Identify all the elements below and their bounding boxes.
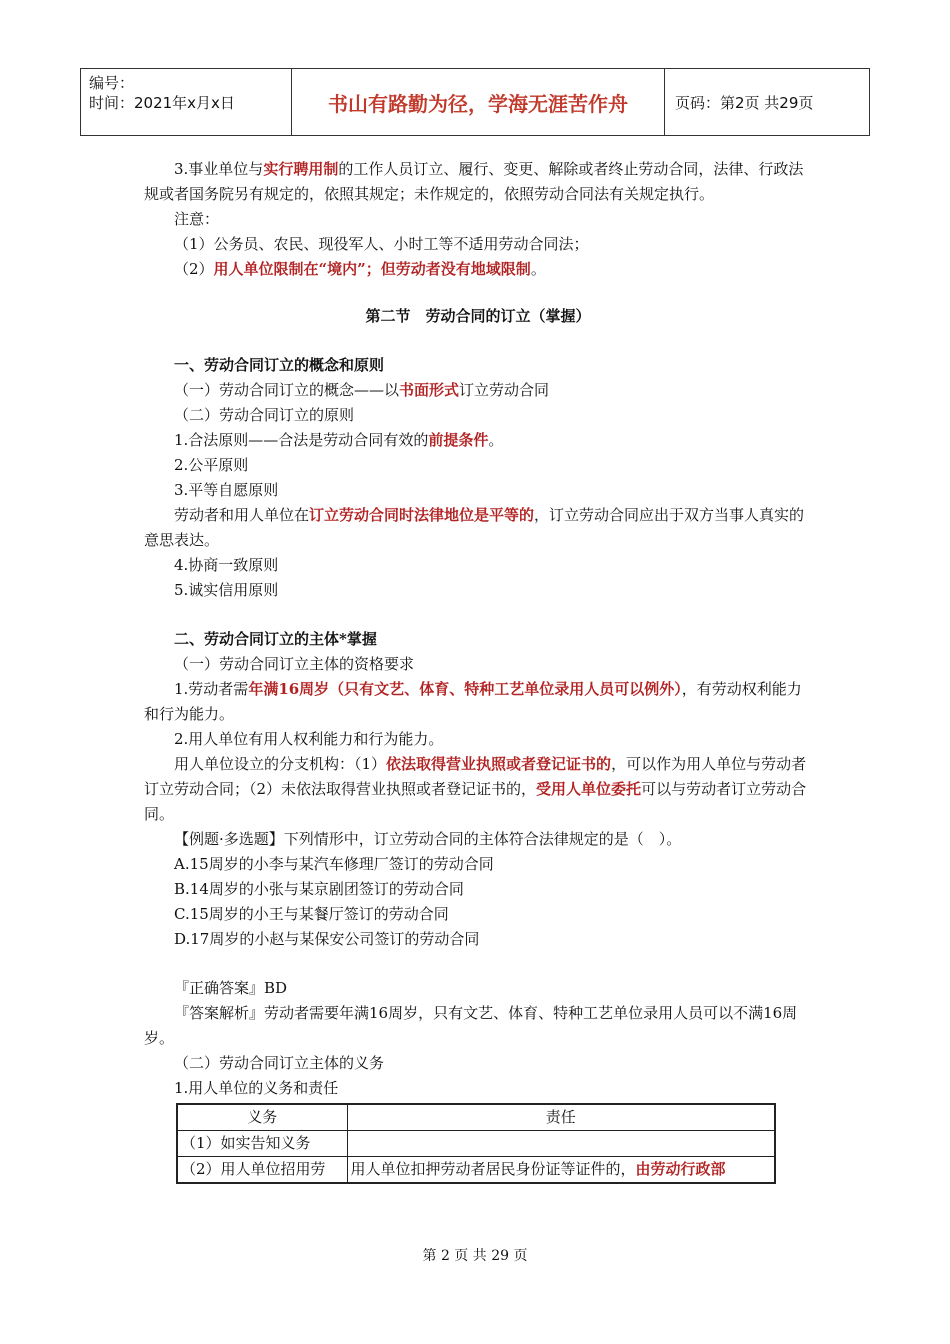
heading: 一、劳动合同订立的概念和原则 (174, 356, 385, 374)
section-title: 第二节 劳动合同的订立（掌握） (365, 307, 591, 325)
document-number-label: 编号： (89, 74, 135, 92)
paragraph: 1.用人单位的义务和责任 (174, 1079, 339, 1097)
list-item: 5.诚实信用原则 (174, 581, 279, 599)
list-item: 2.公平原则 (174, 456, 249, 474)
note-item: （2）用人单位限制在“境内”；但劳动者没有地域限制。 (174, 260, 546, 278)
paragraph: 3.事业单位与实行聘用制的工作人员订立、履行、变更、解除或者终止劳动合同，法律、行政法规或者国务院另有规定的，依照其规定；未作规定的，依照劳动合同法有关规定执行。 (144, 160, 804, 203)
option-a: A.15周岁的小李与某汽车修理厂签订的劳动合同 (174, 855, 494, 873)
paragraph: （二）劳动合同订立主体的义务 (174, 1054, 385, 1072)
list-item: 4.协商一致原则 (174, 556, 279, 574)
document-date-label: 时间：2021年x月x日 (89, 94, 235, 112)
paragraph: （一）劳动合同订立的概念——以书面形式订立劳动合同 (174, 381, 550, 399)
table-row (177, 1131, 775, 1157)
option-c: C.15周岁的小王与某餐厅签订的劳动合同 (174, 905, 449, 923)
column-header: 责任 (347, 1104, 775, 1131)
option-d: D.17周岁的小赵与某保安公司签订的劳动合同 (174, 930, 480, 948)
paragraph: 劳动者和用人单位在订立劳动合同时法律地位是平等的，订立劳动合同应出于双方当事人真实的意思表达。 (144, 506, 805, 549)
list-item: 1.合法原则——合法是劳动合同有效的前提条件。 (174, 431, 504, 449)
note-item: （1）公务员、农民、现役军人、小时工等不适用劳动合同法； (174, 235, 589, 253)
page-header (80, 68, 870, 136)
paragraph: 用人单位设立的分支机构：（1）依法取得营业执照或者登记证书的，可以作为用人单位与劳动者订立劳动合同；（2）未依法取得营业执照或者登记证书的，受用人单位委托可以与劳动者订立劳动合同。 (144, 755, 807, 823)
correct-answer: 『正确答案』BD (174, 979, 288, 997)
option-b: B.14周岁的小张与某京剧团签订的劳动合同 (174, 880, 464, 898)
column-header: 义务 (177, 1104, 347, 1131)
table-cell (347, 1131, 775, 1157)
header-motto: 书山有路勤为径，学海无涯苦作舟 (292, 69, 665, 136)
example-question: 【例题·多选题】下列情形中，订立劳动合同的主体符合法律规定的是（ ）。 (174, 830, 682, 848)
page-footer: 第 2 页 共 29 页 (422, 1248, 528, 1264)
list-item: 3.平等自愿原则 (174, 481, 279, 499)
note-label: 注意： (174, 210, 220, 228)
table-cell: （2）用人单位招用劳 (177, 1157, 347, 1184)
duties-table (176, 1103, 776, 1184)
paragraph: 1.劳动者需年满16周岁（只有文艺、体育、特种工艺单位录用人员可以例外），有劳动权利能力和行为能力。 (144, 680, 802, 723)
table-header-row (177, 1104, 775, 1131)
table-cell: （1）如实告知义务 (177, 1131, 347, 1157)
header-meta (81, 69, 292, 136)
table-row (177, 1157, 775, 1184)
document-body (144, 157, 812, 1184)
heading: 二、劳动合同订立的主体*掌握 (174, 630, 377, 648)
paragraph: （二）劳动合同订立的原则 (174, 406, 355, 424)
paragraph: 2.用人单位有用人权利能力和行为能力。 (174, 730, 444, 748)
header-page-number: 页码：第2页 共29页 (665, 69, 870, 136)
table-cell: 用人单位扣押劳动者居民身份证等证件的，由劳动行政部 (347, 1157, 775, 1184)
paragraph: （一）劳动合同订立主体的资格要求 (174, 655, 415, 673)
answer-analysis: 『答案解析』劳动者需要年满16周岁，只有文艺、体育、特种工艺单位录用人员可以不满16周岁。 (144, 1004, 798, 1047)
